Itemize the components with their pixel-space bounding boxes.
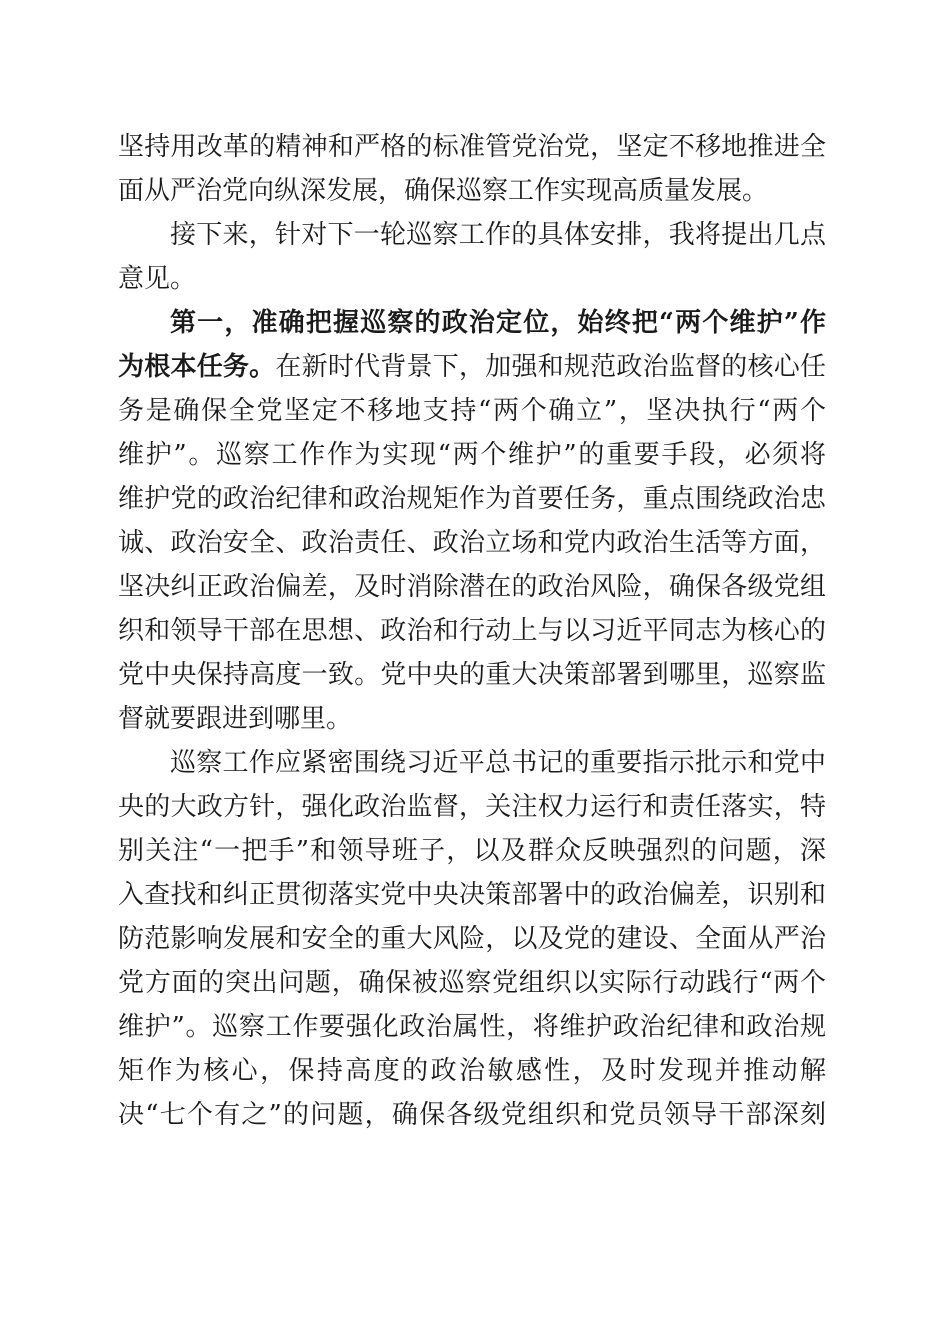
text-line	[118, 873, 826, 917]
text-segment: 接下来，针对下一轮巡察工作的具体安排，我将提出几点	[170, 220, 826, 250]
text-line	[118, 565, 826, 609]
text-line	[118, 697, 826, 741]
text-segment: 党方面的突出问题，确保被巡察党组织以实际行动践行“两个	[118, 968, 826, 998]
text-line	[118, 213, 826, 257]
text-segment: 维护”。巡察工作作为实现“两个维护”的重要手段，必须将	[118, 440, 826, 470]
text-segment: 诚、政治安全、政治责任、政治立场和党内政治生活等方面，	[118, 528, 826, 558]
bold-text-segment: 第一，准确把握巡察的政治定位，始终把“两个维护”作	[170, 308, 826, 338]
text-segment: 巡察工作应紧密围绕习近平总书记的重要指示批示和党中	[170, 748, 826, 778]
text-segment: 矩作为核心，保持高度的政治敏感性，及时发现并推动解	[118, 1056, 826, 1086]
text-line	[118, 521, 826, 565]
text-segment: 维护”。巡察工作要强化政治属性，将维护政治纪律和政治规	[118, 1012, 826, 1042]
text-line	[118, 609, 826, 653]
text-line	[118, 257, 826, 301]
text-segment: 央的大政方针，强化政治监督，关注权力运行和责任落实，特	[118, 792, 826, 822]
text-segment: 维护党的政治纪律和政治规矩作为首要任务，重点围绕政治忠	[118, 484, 826, 514]
text-segment: 坚决纠正政治偏差，及时消除潜在的政治风险，确保各级党组	[118, 572, 826, 602]
text-segment: 务是确保全党坚定不移地支持“两个确立”，坚决执行“两个	[118, 396, 826, 426]
text-line	[118, 1005, 826, 1049]
text-segment: 党中央保持高度一致。党中央的重大决策部署到哪里，巡察监	[118, 660, 826, 690]
text-line	[118, 169, 826, 213]
text-segment: 在新时代背景下，加强和规范政治监督的核心任	[275, 352, 826, 382]
text-line	[118, 125, 826, 169]
text-segment: 督就要跟进到哪里。	[118, 704, 353, 734]
text-line	[118, 345, 826, 389]
text-segment: 入查找和纠正贯彻落实党中央决策部署中的政治偏差，识别和	[118, 880, 826, 910]
text-line	[118, 433, 826, 477]
text-segment: 别关注“一把手”和领导班子，以及群众反映强烈的问题，深	[118, 836, 826, 866]
text-line	[118, 785, 826, 829]
text-line	[118, 301, 826, 345]
text-line	[118, 1093, 826, 1137]
bold-text-segment: 为根本任务。	[118, 352, 276, 382]
text-line	[118, 389, 826, 433]
text-line	[118, 477, 826, 521]
text-line	[118, 829, 826, 873]
text-segment: 决“七个有之”的问题，确保各级党组织和党员领导干部深刻	[118, 1100, 826, 1130]
text-segment: 面从严治党向纵深发展，确保巡察工作实现高质量发展。	[118, 176, 769, 206]
document-body	[118, 125, 826, 1137]
text-segment: 意见。	[118, 264, 197, 294]
text-segment: 坚持用改革的精神和严格的标准管党治党，坚定不移地推进全	[118, 132, 826, 162]
text-line	[118, 741, 826, 785]
text-line	[118, 653, 826, 697]
text-segment: 防范影响发展和安全的重大风险，以及党的建设、全面从严治	[118, 924, 826, 954]
text-segment: 织和领导干部在思想、政治和行动上与以习近平同志为核心的	[118, 616, 826, 646]
text-line	[118, 961, 826, 1005]
text-line	[118, 1049, 826, 1093]
text-line	[118, 917, 826, 961]
